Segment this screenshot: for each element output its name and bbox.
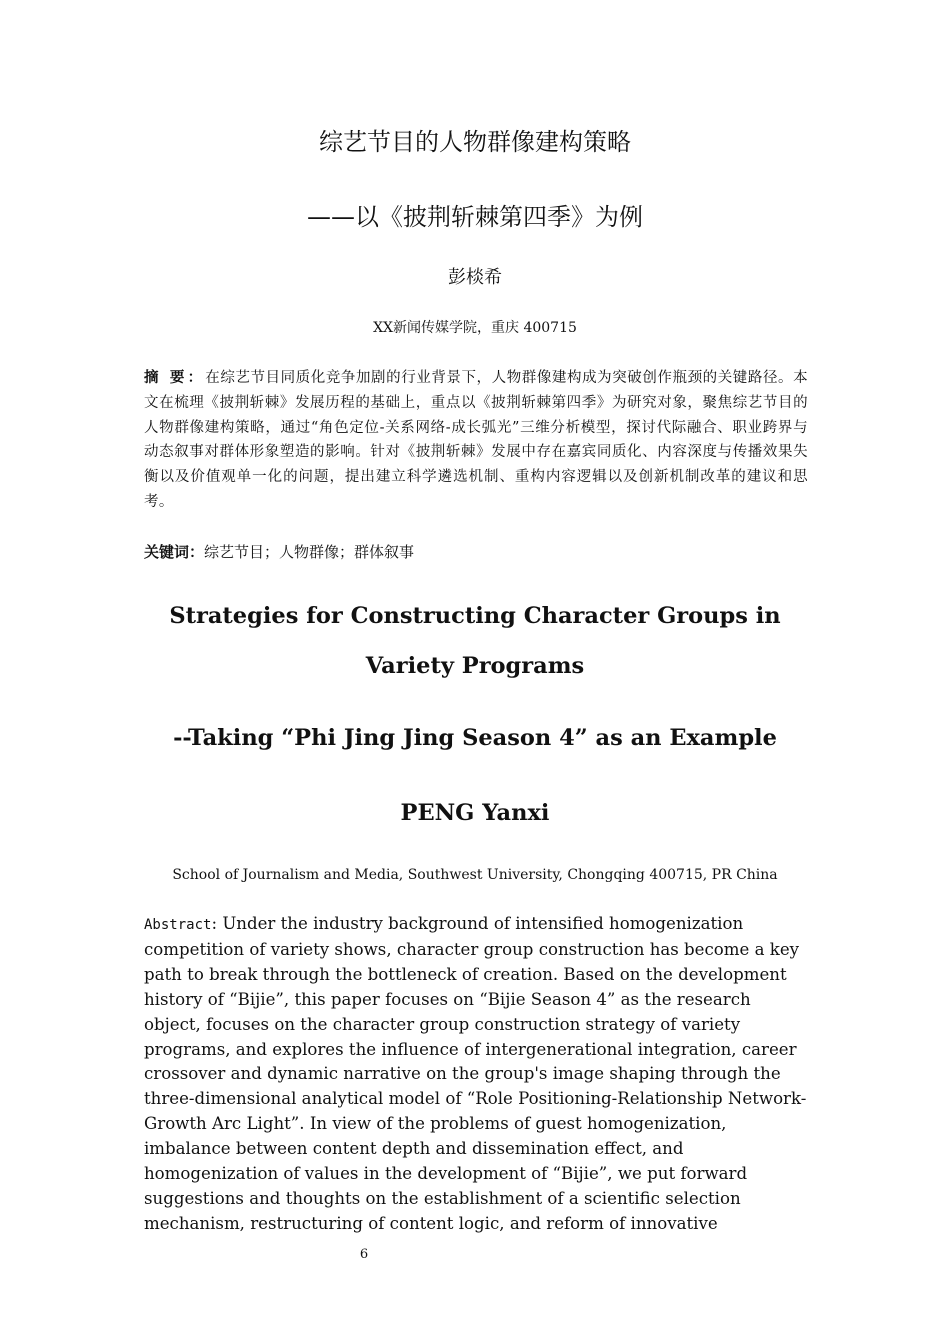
chinese-title: 综艺节目的人物群像建构策略 — [319, 128, 631, 156]
chinese-affiliation: XX新闻传媒学院，重庆 400715 — [373, 320, 577, 336]
english-abstract — [144, 912, 808, 1237]
chinese-keywords-label: 关键词： — [144, 543, 205, 561]
chinese-abstract-label: 摘 要： — [144, 369, 206, 386]
english-author: PENG Yanxi — [400, 800, 550, 826]
chinese-abstract — [144, 366, 808, 515]
english-abstract-label: Abstract — [144, 917, 212, 933]
english-abstract-text: Under the industry background of intensified homogenization competition of variety shows, character group construction has become a key path to break through the bottleneck of creation. Based on the development history of “Bijie”, this paper focuses on “Bijie Season 4” as the research object, focuses on the character group construction strategy of variety programs, and explores the influence of intergenerational integration, career crossover and dynamic narrative on the group's image shaping through the three-dimensional analytical model of “Role Positioning-Relationship Network-Growth Arc Light”. In view of the problems of guest homogenization, imbalance between content depth and dissemination effect, and homogenization of values in the development of “Bijie”, we put forward suggestions and thoughts on the establishment of a scientific selection mechanism, restructuring of content logic, and reform of innovative — [144, 914, 807, 1233]
english-title: Strategies for Constructing Character Groups in Variety Programs — [169, 603, 781, 679]
english-affiliation: School of Journalism and Media, Southwest University, Chongqing 400715, PR China — [172, 867, 778, 883]
english-abstract-colon: : — [211, 914, 223, 933]
chinese-keywords — [144, 540, 808, 564]
chinese-subtitle: ——以《披荆斩棘第四季》为例 — [307, 203, 643, 231]
chinese-author: 彭棪希 — [448, 267, 502, 288]
chinese-keywords-text: 综艺节目；人物群像；群体叙事 — [204, 543, 415, 561]
page-number: 6 — [359, 1247, 369, 1262]
english-subtitle: --Taking “Phi Jing Jing Season 4” as an Example — [173, 725, 777, 751]
chinese-abstract-text: 在综艺节目同质化竞争加剧的行业背景下，人物群像建构成为突破创作瓶颈的关键路径。本文在梳理《披荆斩棘》发展历程的基础上，重点以《披荆斩棘第四季》为研究对象，聚焦综艺节目的人物群像建构策略，通过“角色定位-关系网络-成长弧光”三维分析模型，探讨代际融合、职业跨界与动态叙事对群体形象塑造的影响。针对《披荆斩棘》发展中存在嘉宾同质化、内容深度与传播效果失衡以及价值观单一化的问题，提出建立科学遴选机制、重构内容逻辑以及创新机制改革的建议和思考。 — [144, 370, 808, 510]
